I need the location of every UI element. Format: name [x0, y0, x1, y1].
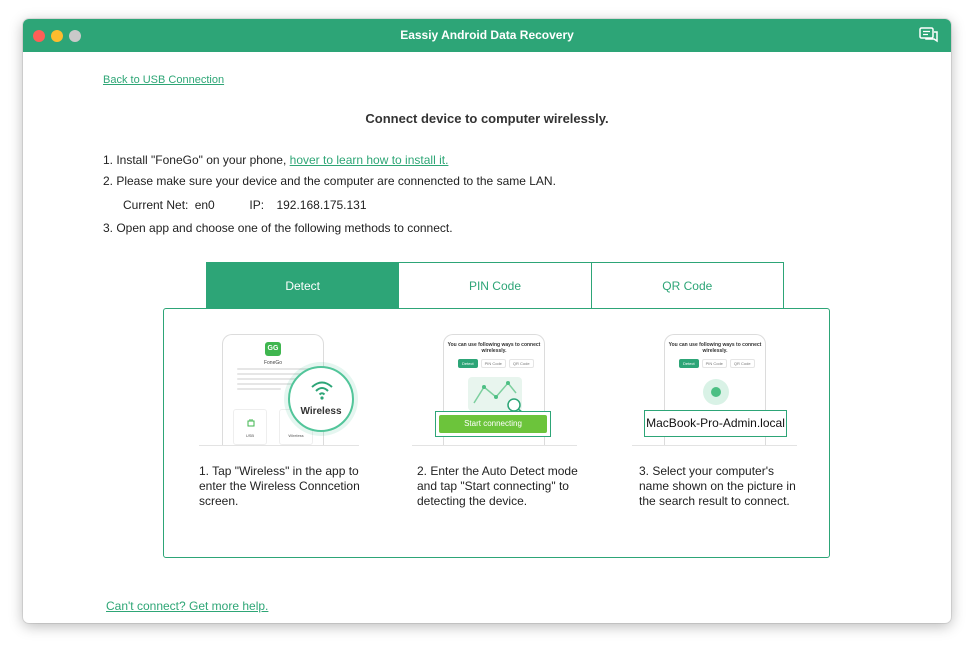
usb-icon [247, 418, 255, 427]
fonego-app-name: FoneGo [263, 360, 283, 366]
tab-qr-code[interactable]: QR Code [592, 262, 784, 308]
title-bar [23, 19, 951, 52]
mini-tab-qr: QR Code [730, 359, 755, 368]
method-3-description: 3. Select your computer's name shown on the picture in the search result to connect. [639, 464, 796, 508]
wireless-badge-label: Wireless [300, 406, 342, 417]
floor-line [412, 445, 577, 446]
mini-tab-qr: QR Code [509, 359, 534, 368]
feedback-icon[interactable] [919, 27, 939, 44]
wifi-icon [310, 379, 334, 401]
window-title: Eassiy Android Data Recovery [400, 28, 574, 42]
mini-tab-pin: PIN Code [481, 359, 506, 368]
mini-tab-detect: Detect [458, 359, 478, 368]
mini-tab-pin: PIN Code [702, 359, 727, 368]
wireless-badge [288, 366, 354, 432]
search-radar-icon [703, 379, 729, 405]
floor-line [199, 445, 359, 446]
detect-phone-tabs [458, 359, 534, 368]
method-tabs [206, 262, 784, 308]
current-net-label: Current Net: [123, 198, 189, 212]
detect-panel [163, 308, 830, 558]
detect-phone-title: You can use following ways to connect wirelessly. [447, 342, 541, 354]
fonego-logo: GG [265, 342, 281, 356]
tab-pin-code[interactable]: PIN Code [399, 262, 591, 308]
ip-value: 192.168.175.131 [276, 198, 367, 212]
back-to-usb-link[interactable]: Back to USB Connection [103, 74, 225, 86]
install-help-link[interactable]: hover to learn how to install it. [289, 153, 449, 167]
ip-label: IP: [249, 198, 265, 212]
floor-line [632, 445, 797, 446]
wireless-option-label: Wireless [288, 433, 304, 438]
method-1-description: 1. Tap "Wireless" in the app to enter the Wireless Conncetion screen. [199, 464, 360, 508]
search-phone-title: You can use following ways to connect wirelessly. [668, 342, 762, 354]
search-phone-tabs [679, 359, 755, 368]
start-connecting-highlight [435, 411, 551, 437]
network-illustration [466, 375, 524, 413]
usb-option-label: USB [245, 433, 255, 438]
usb-option-box [233, 409, 267, 445]
app-window [23, 19, 951, 623]
step-2: 2. Please make sure your device and the computer are connencted to the same LAN. [103, 174, 556, 188]
page-heading: Connect device to computer wirelessly. [365, 111, 609, 126]
current-net-value: en0 [194, 198, 215, 212]
current-net-info [123, 198, 370, 212]
step-1 [103, 153, 448, 167]
method-2-description: 2. Enter the Auto Detect mode and tap "Start connecting" to detecting the device. [417, 464, 578, 508]
step-1-text: 1. Install "FoneGo" on your phone, [103, 153, 287, 167]
more-help-link[interactable]: Can't connect? Get more help. [106, 599, 269, 613]
start-connecting-button: Start connecting [439, 415, 547, 433]
tab-detect[interactable]: Detect [206, 262, 399, 308]
mini-tab-detect: Detect [679, 359, 699, 368]
step-3: 3. Open app and choose one of the following methods to connect. [103, 221, 453, 235]
device-name-result: MacBook-Pro-Admin.local [644, 410, 787, 437]
